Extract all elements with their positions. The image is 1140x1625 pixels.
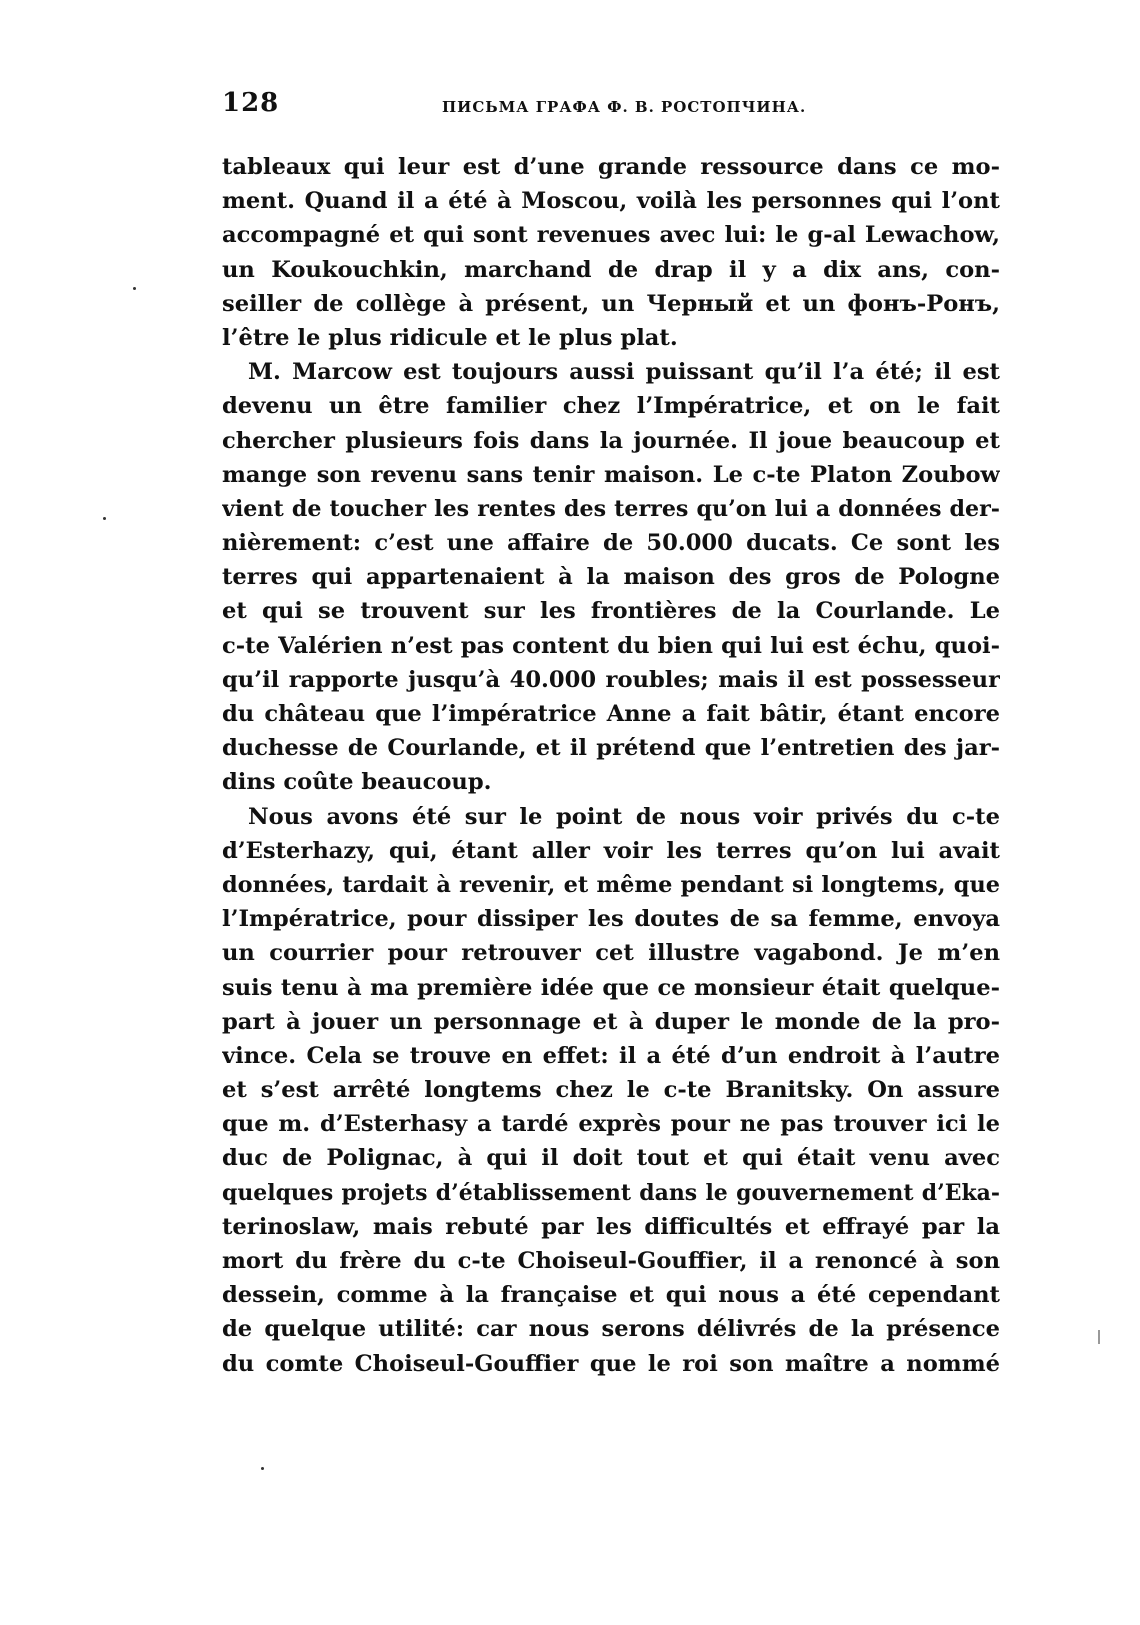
text-line: vince. Cela se trouve en effet: il a été d’un endroit à l’autre: [222, 1042, 1000, 1069]
scan-speck: [103, 517, 106, 520]
text-line: du château que l’impératrice Anne a fait bâtir, étant encore: [222, 701, 1000, 727]
text-line: et s’est arrêté longtems chez le c-te Branitsky. On assure: [222, 1077, 1000, 1104]
text-line: vient de toucher les rentes des terres qu’on lui a données der-: [222, 495, 1000, 522]
text-line: c-te Valérien n’est pas content du bien qui lui est échu, quoi-: [222, 632, 1000, 659]
text-line: et qui se trouvent sur les frontières de la Courlande. Le: [222, 598, 1000, 625]
text-line: que m. d’Esterhasy a tardé exprès pour ne pas trouver ici le: [222, 1111, 1000, 1138]
text-line: ment. Quand il a été à Moscou, voilà les personnes qui l’ont: [222, 188, 1000, 215]
text-line: un Koukouchkin, marchand de drap il y a dix ans, con-: [222, 256, 1000, 283]
text-line: accompagné et qui sont revenues avec lui: le g-al Lewachow,: [222, 222, 1000, 249]
text-line: seiller de collège à présent, un Черный et un фонъ-Ронъ,: [222, 290, 1000, 317]
text-line: terres qui appartenaient à la maison des gros de Pologne: [222, 564, 1000, 591]
scan-speck: [133, 287, 136, 290]
text-line: mort du frère du c-te Choiseul-Gouffier, il a renoncé à son: [222, 1248, 1000, 1274]
text-line: Nous avons été sur le point de nous voir privés du c-te: [248, 803, 1000, 830]
text-line: dins coûte beaucoup.: [222, 769, 492, 796]
text-line: mange son revenu sans tenir maison. Le c-te Platon Zoubow: [222, 461, 1000, 488]
scan-speck: [261, 1467, 264, 1470]
text-line: suis tenu à ma première idée que ce monsieur était quelque-: [222, 974, 1000, 1001]
paragraph-1: [222, 150, 1000, 355]
text-line: tableaux qui leur est d’une grande ressource dans ce mo-: [222, 154, 1000, 180]
text-line: M. Marcow est toujours aussi puissant qu’il l’a été; il est: [248, 359, 1000, 386]
text-line: dessein, comme à la française et qui nous a été cependant: [222, 1282, 1000, 1309]
running-head: ПИСЬМА ГРАФА Ф. В. РОСТОПЧИНА.: [442, 98, 807, 116]
paragraph-2: [222, 355, 1000, 799]
text-line: données, tardait à revenir, et même pendant si longtems, que: [222, 871, 1000, 898]
text-line: d’Esterhazy, qui, étant aller voir les terres qu’on lui avait: [222, 837, 1000, 864]
page-number: 128: [222, 88, 280, 118]
text-line: quelques projets d’établissement dans le gouvernement d’Eka-: [222, 1179, 1000, 1206]
text-line: nièrement: c’est une affaire de 50.000 ducats. Ce sont les: [222, 530, 1000, 557]
text-line: de quelque utilité: car nous serons délivrés de la présence: [222, 1316, 1000, 1343]
text-line: qu’il rapporte jusqu’à 40.000 roubles; mais il est possesseur: [222, 666, 1000, 693]
text-line: terinoslaw, mais rebuté par les difficultés et effrayé par la: [222, 1213, 1000, 1240]
text-line: un courrier pour retrouver cet illustre vagabond. Je m’en: [222, 940, 1000, 967]
page-header: [222, 88, 1002, 128]
text-line: du comte Choiseul-Gouffier que le roi son maître a nommé: [222, 1350, 1000, 1377]
text-line: chercher plusieurs fois dans la journée. Il joue beaucoup et: [222, 427, 1000, 454]
text-line: duchesse de Courlande, et il prétend que l’entretien des jar-: [222, 735, 1000, 762]
scan-speck: [1098, 1330, 1100, 1344]
text-line: devenu un être familier chez l’Impératrice, et on le fait: [222, 393, 1000, 420]
text-line: l’Impératrice, pour dissiper les doutes de sa femme, envoya: [222, 906, 1000, 933]
paragraph-3: [222, 800, 1000, 1381]
text-line: l’être le plus ridicule et le plus plat.: [222, 324, 678, 351]
text-line: part à jouer un personnage et à duper le monde de la pro-: [222, 1008, 1000, 1035]
body-text: [222, 150, 1000, 1381]
text-line: duc de Polignac, à qui il doit tout et qui était venu avec: [222, 1145, 1000, 1172]
